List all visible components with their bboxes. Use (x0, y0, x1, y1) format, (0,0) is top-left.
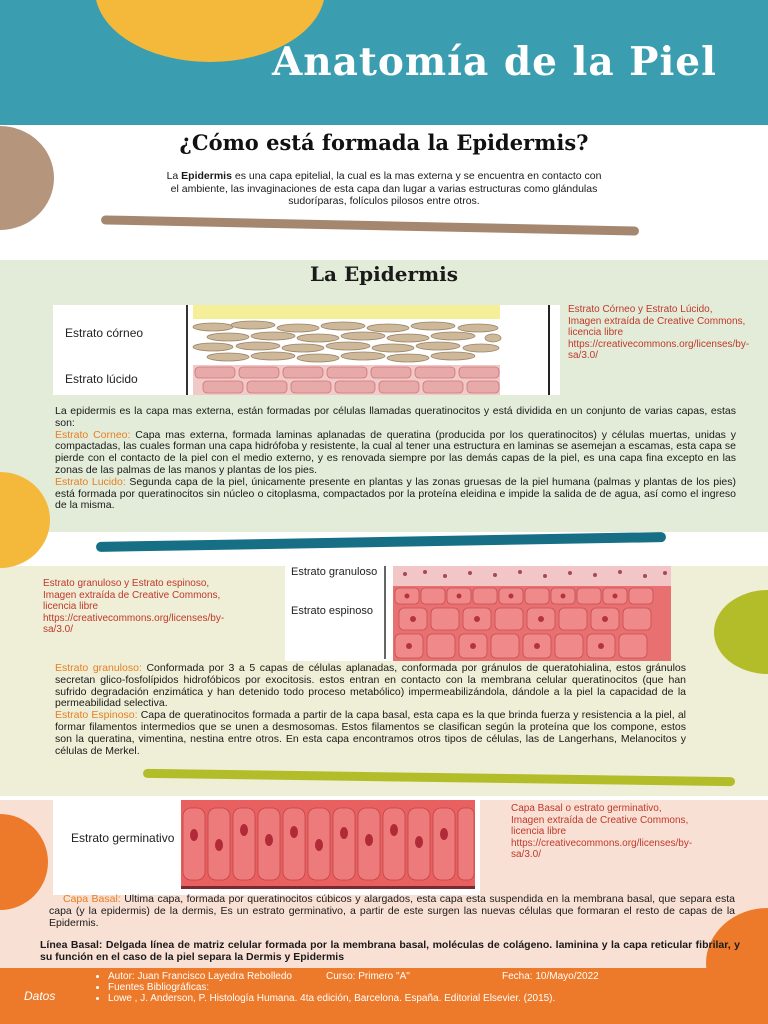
label-estrato-granuloso: Estrato granuloso (291, 566, 378, 578)
section-title-epidermis: La Epidermis (309, 262, 459, 286)
footer-info (90, 971, 730, 1004)
page-title: Anatomía de la Piel (272, 39, 717, 85)
caption-basal: Capa Basal o estrato germinativo, Imagen extraída de Creative Commons, licencia libre https://creativecommons.org/licenses/by-sa/3.0/ (511, 803, 693, 860)
footer-label: Datos (24, 989, 56, 1003)
basal-image (53, 800, 480, 895)
epidermis-description: La epidermis es la capa mas externa, están formadas por células llamadas queratinocitos y está dividida en un conjunto de varias capas, estas son: Estrato Corneo: Capa mas externa, formada laminas aplanadas de queratina (producida por los queratinocitos) y células muertas, unidas y compactadas, las cuales forman una capa hidrófoba y resistente, la cual al tener una estructura en laminas se asemejan a escamas, esta capa se pierde con el contacto de la piel con el medio externo, y es renovada siempre por las demás capas de la piel, es una capa fina excepto en las zonas de las palmas de las manos y plantas de los pies. Estrato Lucido: Segunda capa de la piel, únicamente presente en plantas y las zonas gruesas de la piel humana (palmas y plantas de los pies) está formada por queratinocitos sin núcleo o citoplasma, compactados por la proteína eleidina e impide la salida de de agua, así como el ingreso de la misma. (55, 405, 736, 512)
footer-date: Fecha: 10/Mayo/2022 (502, 971, 599, 982)
footer-author-line (108, 971, 730, 982)
label-corneo: Estrato Corneo: (55, 428, 131, 441)
granuloso-espinoso-image (285, 564, 671, 661)
label-lucido: Estrato Lucido: (55, 475, 126, 488)
label-estrato-lucido: Estrato lúcido (65, 372, 138, 386)
footer-course: Curso: Primero "A" (326, 971, 410, 982)
basal-illustration (53, 800, 480, 895)
label-espinoso: Estrato Espinoso: (55, 709, 138, 722)
label-estrato-espinoso: Estrato espinoso (291, 605, 373, 617)
label-estrato-germinativo: Estrato germinativo (71, 831, 175, 845)
label-estrato-corneo: Estrato córneo (65, 326, 144, 340)
footer-sources-label: • Fuentes Bibliográficas: (108, 982, 730, 993)
corneo-lucido-image (53, 305, 560, 395)
intro-text: La Epidermis es una capa epitelial, la cual es la mas externa y se encuentra en contacto con el ambiente, las invaginaciones de esta capa dan lugar a varias estructuras como glándulas sudoríparas, folículos pilosos entre otros. (166, 170, 602, 207)
caption-granuloso-espinoso: Estrato granuloso y Estrato espinoso, Imagen extraída de Creative Commons, licencia libre https://creativecommons.org/licenses/by-sa/3.0/ (43, 578, 225, 635)
granuloso-espinoso-description: Estrato granuloso: Conformada por 3 a 5 capas de células aplanadas, conformada por gránulos de queratohialina, estos gránulos secretan glico-fosfolípidos hidrofóbicos por exocitosis. estos entran en contacto con la membrana celular queratinocitos (que han sufrido degradación enzimática y han detenido todo proceso metabólico) impermeabilizándola, dándole a la piel la capacidad de la permeabilidad selectiva. Estrato Espinoso: Capa de queratinocitos formada a partir de la capa basal, esta capa es la que brinda fuerza y resistencia a la piel, al formar filamentos intermedios que se unen a desmosomas. Estos filamentos se clasifican según la proteína que los compone, estos son la queratina, vimentina, nestina entre otros. En esta capa encontramos otros tipos de células, las de Langerhans, Melanocitos y células de Merkel. (55, 662, 686, 757)
label-capa-basal: Capa Basal: (62, 893, 121, 905)
footer-author: Autor: Juan Francisco Layedra Rebolledo (108, 971, 292, 982)
basal-description: Capa Basal: Ultima capa, formada por queratinocitos cúbicos y alargados, esta capa esta suspendida en la membrana basal, que separa esta capa (y la epidermis) de la dermis, Es un estrato germinativo, a partir de este surgen las nuevas células que formaran el resto de capas de la Epidermis. (49, 893, 735, 929)
question-heading: ¿Cómo está formada la Epidermis? (179, 130, 589, 155)
olive-circle-right (714, 590, 768, 674)
label-granuloso: Estrato granuloso: (55, 662, 142, 674)
orange-circle-left (0, 814, 48, 910)
footer-source-1: • Lowe , J. Anderson, P. Histología Humana. 4ta edición, Barcelona. España. Editorial Elsevier. (2015). (108, 993, 730, 1004)
linea-basal-description: Línea Basal: Delgada línea de matriz celular formada por la membrana basal, moléculas de colágeno. laminina y la capa reticular fibrilar, y su función en el caso de la piel separa la Dermis y Epidermis (40, 939, 740, 963)
caption-corneo-lucido: Estrato Córneo y Estrato Lúcido, Imagen extraída de Creative Commons, licencia libre https://creativecommons.org/licenses/by-sa/3.0/ (568, 304, 750, 361)
yellow-circle-left (0, 472, 50, 568)
